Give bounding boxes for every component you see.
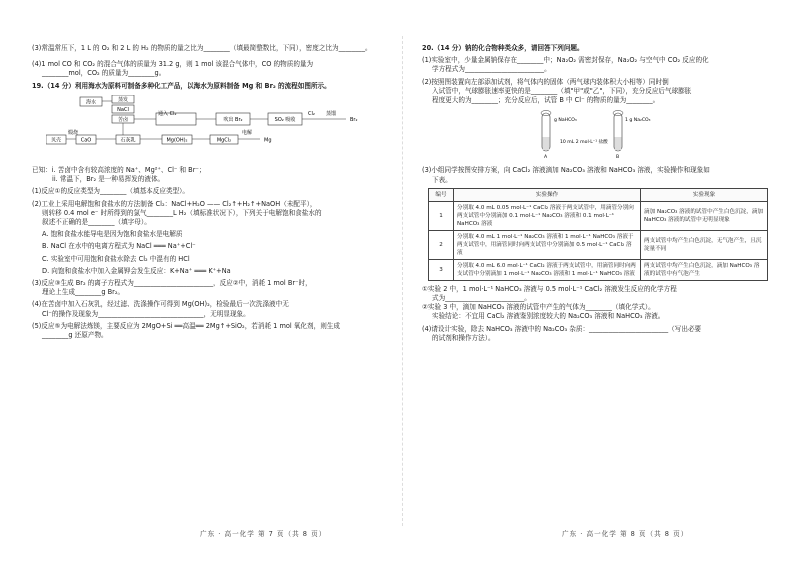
flow-text-mgcl2: MgCl₂	[216, 137, 232, 144]
label-nahco3: g NaHCO₃	[554, 118, 577, 124]
page-footer-right: 广东 · 高一化学 第 8 页（共 8 页）	[562, 530, 689, 538]
q20-2-cont2: 程度更大的为________；充分反应后，试管 B 中 Cl⁻ 的物质的量为________。	[432, 96, 660, 105]
option-a: A. 饱和食盐水能导电是因为饱和食盐水是电解质	[42, 230, 183, 239]
q20-3-1-cont: 式为________________________。	[432, 294, 531, 303]
q20-1: (1)实验室中，少量金属钠保存在________中；Na₂O₂ 需密封保存，Na₂O₂ 与空气中 CO₂ 反应的化	[422, 56, 709, 65]
cell-no: 1	[429, 201, 454, 230]
process-flow-diagram	[46, 95, 386, 157]
flow-text-mgoh2: Mg(OH)₂	[166, 137, 188, 144]
flow-text-br2: Br₂	[350, 116, 358, 123]
apparatus-diagram	[532, 109, 662, 159]
q20-4: (4)请设计实验，除去 NaHCO₃ 溶液中的 Na₂CO₃ 杂质：________________________（写出必要	[422, 324, 702, 333]
left-page	[32, 44, 392, 340]
cell-operation: 分别取 4.0 mL 6.0 mol·L⁻¹ CaCl₂ 溶液于两支试管中，用滴管同时向两支试管中分别滴加 1 mol·L⁻¹ Na₂CO₃ 溶液和 1 mol·L⁻¹ NaHCO₃ 溶液	[454, 259, 641, 280]
q19-2-cont2: 叙述不正确的是________（填字母）。	[42, 218, 151, 227]
cell-observation: 滴加 Na₂CO₃ 溶液的试管中产生白色沉淀，滴加 NaHCO₃ 溶液的试管中无明显现象	[641, 201, 768, 230]
flow-text-cl2: Cl₂	[308, 110, 315, 117]
q20-3: (3)小组同学按图安排方案，向 CaCl₂ 溶液滴加 Na₂CO₃ 溶液和 NaHCO₃ 溶液，实验操作和现象如	[422, 166, 710, 175]
q19-2: (2)工业上采用电解饱和食盐水的方法制备 Cl₂：NaCl+H₂O —— Cl₂↑+H₂↑+NaOH（未配平），	[32, 199, 317, 208]
flow-text-shell: 贝壳	[50, 137, 62, 144]
col-header-operation: 实验操作	[454, 188, 641, 201]
q20-1-cont: 学方程式为________________________。	[432, 65, 551, 74]
q20-2: (2)按照图装置向左部添加试剂，将气体内的固体（两气球内装体积大小相等）同时倒	[422, 77, 669, 86]
option-d: D. 向饱和食盐水中加入金属钾会发生反应：K+Na⁺ ═══ K⁺+Na	[42, 266, 231, 275]
q20-2-cont: 入试管中，气球膨胀速率更快的是________（填"甲"或"乙"，下同），充分反应后气球膨胀	[432, 86, 692, 95]
flow-text-nacl: NaCl	[117, 106, 129, 113]
experiment-table	[428, 188, 768, 281]
known-2: ii. 常温下，Br₂ 是一种易挥发的液体。	[52, 175, 165, 184]
acid-level-b	[615, 137, 622, 150]
cell-no: 3	[429, 259, 454, 280]
option-b: B. NaCl 在水中的电离方程式为 NaCl ═══ Na⁺+Cl⁻	[42, 242, 196, 251]
tube-label-a: A	[544, 155, 548, 160]
flow-text-so2: SO₂ 吸收	[274, 116, 296, 123]
flow-text-blow: 吹出 Br₂	[223, 116, 243, 123]
flow-text-evap: 蒸发	[117, 96, 129, 103]
q19-3-cont: 理论上生成________g Br₂。	[42, 288, 125, 297]
label-acid: 10 mL 2 mol·L⁻¹ 盐酸	[560, 140, 608, 146]
q19-1: (1)反应①的反应类型为________（填基本反应类型）。	[32, 187, 190, 196]
q4-text-cont: ________mol，CO₂ 的质量为________g。	[42, 69, 166, 78]
known-1: 已知：i. 苦卤中含有较高浓度的 Na⁺、Mg²⁺、Cl⁻ 和 Br⁻；	[32, 166, 206, 175]
q19-4: (4)在苦卤中加入石灰乳，经过滤、洗涤操作可得到 Mg(OH)₂，检验最后一次洗涤液中无	[32, 300, 289, 309]
flow-text-milk: 石灰乳	[120, 137, 136, 144]
acid-level-a	[543, 137, 550, 150]
page-footer-left: 广东 · 高一化学 第 7 页（共 8 页）	[200, 530, 327, 538]
q20-conclusion: 实验结论：不宜用 CaCl₂ 溶液鉴别浓度较大的 Na₂CO₃ 溶液和 NaHCO₃ 溶液。	[432, 312, 665, 321]
q19-5: (5)反应⑤为电解法炼镁，主要反应为 2MgO+Si ══高温══ 2Mg↑+SiO₂，若消耗 1 mol 氧化剂，则生成	[32, 321, 340, 330]
flow-text-mg: Mg	[264, 137, 272, 144]
table-header-row	[429, 188, 768, 201]
right-page	[422, 44, 774, 343]
flow-text-calcine: 煅烧	[68, 129, 79, 136]
q20-3-1: ①实验 2 中，1 mol·L⁻¹ NaHCO₃ 溶液与 0.5 mol·L⁻¹ CaCl₂ 溶液发生反应的化学方程	[422, 284, 677, 293]
option-c: C. 实验室中可用饱和食盐水除去 Cl₂ 中混有的 HCl	[42, 254, 190, 263]
table-row	[429, 259, 768, 280]
flow-text-brine: 苦卤	[117, 116, 129, 123]
flow-text-seawater: 海水	[85, 99, 97, 106]
label-na2co3: 1 g Na₂CO₃	[625, 118, 651, 124]
col-header-no: 编号	[429, 188, 454, 201]
q19-4-cont: Cl⁻的操作及现象为________________________________，无明显现象。	[42, 309, 250, 318]
q20-title: 20.（14 分）钠的化合物种类众多，请回答下列问题。	[422, 44, 584, 52]
table-row	[429, 201, 768, 230]
flow-text-distill: 蒸馏	[326, 110, 337, 117]
q19-title: 19.（14 分）利用海水为原料可制备多种化工产品，以海水为原料制备 Mg 和 Br₂ 的流程如图所示。	[32, 81, 331, 90]
tube-label-b: B	[616, 155, 620, 160]
flow-text-cao: CaO	[80, 137, 92, 144]
q3-text: (3)常温常压下，1 L 的 O₂ 和 2 L 的 H₂ 的物质的量之比为________（填最简整数比，下同），密度之比为________。	[32, 44, 372, 52]
flow-text-cl2-in: 通入 Cl₂	[158, 110, 177, 117]
q20-4-cont: 的试剂和操作方法）。	[432, 333, 495, 342]
flow-text-electrolysis: 电解	[242, 129, 253, 136]
q4-text: (4)1 mol CO 和 CO₂ 的混合气体的质量为 31.2 g，则 1 mol 该混合气体中，CO 的物质的量为	[32, 60, 314, 69]
cell-no: 2	[429, 230, 454, 259]
q19-3: (3)反应③生成 Br₂ 的离子方程式为________________________，反应②中，消耗 1 mol Br⁻时，	[32, 279, 312, 288]
page-divider	[402, 36, 403, 526]
table-row	[429, 230, 768, 259]
cell-observation: 两支试管中均产生白色沉淀，无气泡产生，且沉淀量不同	[641, 230, 768, 259]
cell-operation: 分别取 4.0 mL 1 mol·L⁻¹ Na₂CO₃ 溶液和 1 mol·L⁻¹ NaHCO₃ 溶液于两支试管中，用滴管同时向两支试管中分别滴加 0.5 mol·L⁻¹ CaCl₂ 溶液	[454, 230, 641, 259]
cell-observation: 两支试管中均产生白色沉淀，滴加 NaHCO₃ 溶液的试管中有气泡产生	[641, 259, 768, 280]
q19-5-cont: ________g 还原产物。	[42, 331, 108, 340]
cell-operation: 分别取 4.0 mL 0.05 mol·L⁻¹ CaCl₂ 溶液于两支试管中，用滴管分别向两支试管中分别滴加 0.1 mol·L⁻¹ Na₂CO₃ 溶液和 0.1 mol·L⁻¹ NaHCO₃ 溶液	[454, 201, 641, 230]
q20-3-cont: 下表。	[432, 175, 452, 184]
q19-2-cont: 则转移 0.4 mol e⁻ 时所得到的氯气________L H₂（填标准状况下），下列关于电解饱和食盐水的	[42, 208, 322, 217]
q20-3-2: ②实验 3 中，滴加 NaHCO₃ 溶液的试管中产生的气体为________（填化学式）。	[422, 303, 655, 312]
col-header-observation: 实验现象	[641, 188, 768, 201]
